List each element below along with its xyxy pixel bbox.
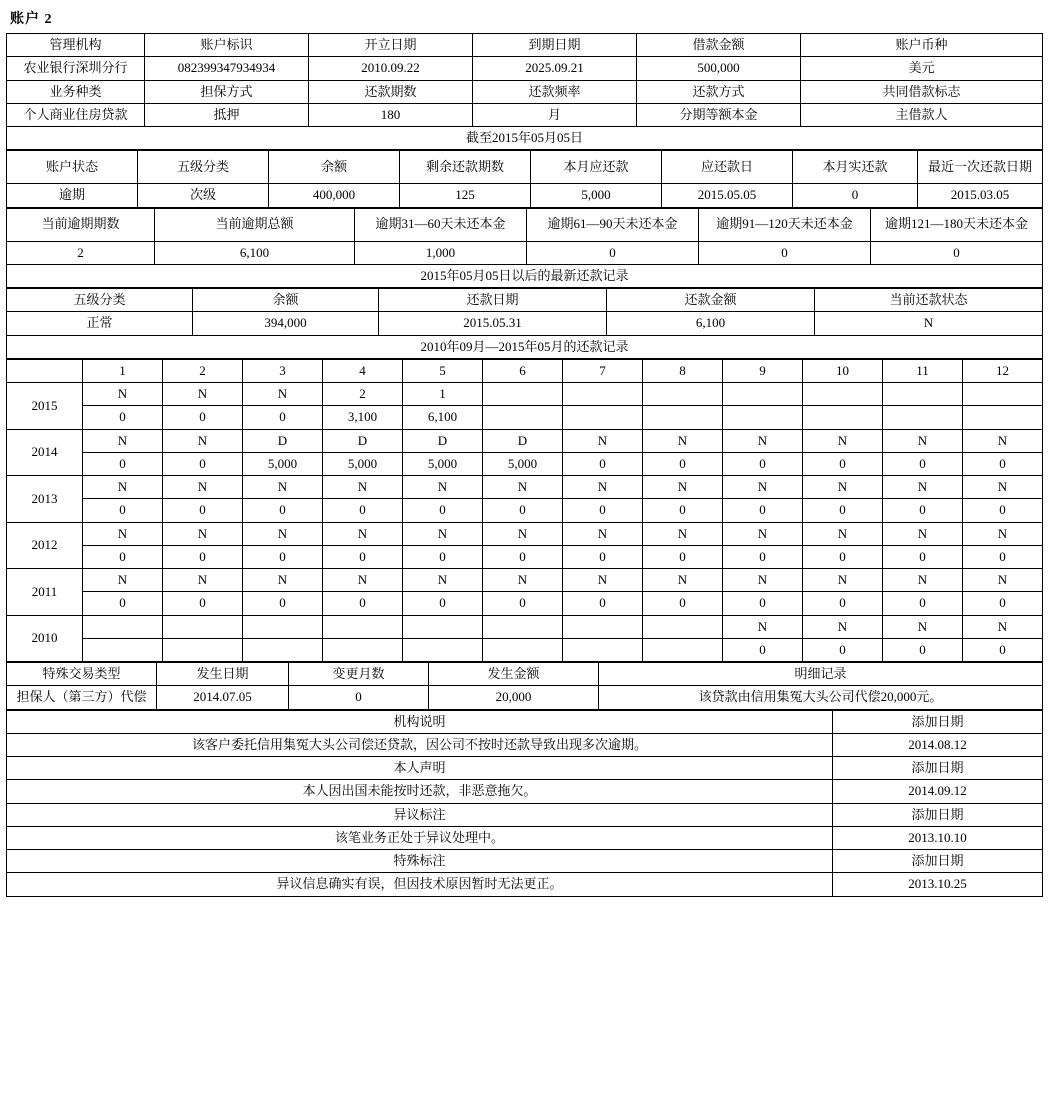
history-status-cell: D	[323, 429, 403, 452]
history-status-cell: N	[643, 476, 723, 499]
history-amount-cell: 0	[83, 545, 163, 568]
history-status-cell: N	[803, 569, 883, 592]
history-status-cell: N	[403, 522, 483, 545]
history-amount-cell: 0	[323, 545, 403, 568]
table-row	[7, 873, 1043, 896]
table-row	[7, 383, 1043, 406]
note-title: 本人声明	[7, 757, 833, 780]
history-status-cell: N	[483, 569, 563, 592]
value-special-tx-months: 0	[289, 686, 429, 709]
history-status-cell: 2	[323, 383, 403, 406]
col-header-latest-repay-status: 当前还款状态	[815, 289, 1043, 312]
history-amount-cell: 5,000	[483, 452, 563, 475]
history-amount-cell: 0	[643, 452, 723, 475]
table-row	[7, 184, 1043, 207]
value-management-org: 农业银行深圳分行	[7, 57, 145, 80]
note-text: 本人因出国未能按时还款，非恶意拖欠。	[7, 780, 833, 803]
history-amount-cell: 0	[243, 499, 323, 522]
table-row	[7, 499, 1043, 522]
history-status-cell: N	[723, 476, 803, 499]
history-status-cell: N	[563, 476, 643, 499]
note-date: 2014.08.12	[833, 733, 1043, 756]
history-amount-cell	[243, 638, 323, 661]
history-status-cell: N	[83, 569, 163, 592]
value-balance: 400,000	[269, 184, 400, 207]
history-amount-cell	[563, 638, 643, 661]
history-status-cell: D	[403, 429, 483, 452]
history-amount-cell	[723, 406, 803, 429]
history-status-cell: N	[803, 522, 883, 545]
history-status-cell: N	[323, 522, 403, 545]
value-repay-frequency: 月	[473, 103, 637, 126]
note-date-label: 添加日期	[833, 710, 1043, 733]
col-header-repay-frequency: 还款频率	[473, 80, 637, 103]
table-row	[7, 710, 1043, 733]
history-status-cell: N	[323, 569, 403, 592]
history-amount-cell: 0	[243, 406, 323, 429]
table-row	[7, 264, 1043, 287]
history-year-label: 2013	[7, 476, 83, 523]
value-guarantee-type: 抵押	[145, 103, 309, 126]
special-transaction-table	[6, 662, 1043, 710]
history-amount-cell: 0	[883, 452, 963, 475]
history-year-label: 2014	[7, 429, 83, 476]
table-row	[7, 151, 1043, 184]
history-status-cell	[483, 615, 563, 638]
history-amount-cell: 0	[243, 592, 323, 615]
history-amount-cell	[803, 406, 883, 429]
history-status-cell	[483, 383, 563, 406]
history-status-cell: N	[163, 522, 243, 545]
history-amount-cell: 0	[803, 592, 883, 615]
history-status-cell	[243, 615, 323, 638]
history-status-cell: N	[163, 476, 243, 499]
history-status-cell: N	[643, 429, 723, 452]
table-row	[7, 103, 1043, 126]
history-status-cell: N	[643, 522, 723, 545]
table-row	[7, 615, 1043, 638]
history-status-cell: N	[563, 429, 643, 452]
col-header-special-tx-detail: 明细记录	[599, 663, 1043, 686]
value-month-paid: 0	[793, 184, 918, 207]
history-amount-cell	[83, 638, 163, 661]
col-header-month-11: 11	[883, 359, 963, 382]
history-amount-cell: 0	[723, 638, 803, 661]
value-account-status: 逾期	[7, 184, 138, 207]
note-title: 机构说明	[7, 710, 833, 733]
page-title: 账户 2	[10, 12, 53, 27]
col-header-due-day: 应还款日	[662, 151, 793, 184]
col-header-month-6: 6	[483, 359, 563, 382]
col-header-guarantee-type: 担保方式	[145, 80, 309, 103]
history-amount-cell: 3,100	[323, 406, 403, 429]
history-status-cell	[883, 383, 963, 406]
history-amount-cell: 6,100	[403, 406, 483, 429]
value-account-id: 082399347934934	[145, 57, 309, 80]
value-repay-periods: 180	[309, 103, 473, 126]
history-status-cell: N	[163, 569, 243, 592]
table-row	[7, 638, 1043, 661]
history-amount-cell: 0	[643, 545, 723, 568]
history-amount-cell	[643, 406, 723, 429]
section-band-asof: 截至2015年05月05日	[7, 127, 1043, 150]
history-amount-cell	[483, 638, 563, 661]
note-title: 异议标注	[7, 803, 833, 826]
value-currency: 美元	[801, 57, 1043, 80]
history-status-cell: N	[963, 429, 1043, 452]
history-status-cell	[643, 383, 723, 406]
table-row	[7, 803, 1043, 826]
table-row	[7, 127, 1043, 150]
history-status-cell: N	[883, 615, 963, 638]
note-text: 异议信息确实有误，但因技术原因暂时无法更正。	[7, 873, 833, 896]
history-status-cell: N	[83, 429, 163, 452]
history-amount-cell: 0	[163, 452, 243, 475]
col-header-special-tx-months: 变更月数	[289, 663, 429, 686]
repayment-history-table	[6, 359, 1043, 662]
col-header-current-overdue-total: 当前逾期总额	[155, 208, 355, 241]
account-detail-table	[6, 33, 1043, 150]
history-amount-cell: 0	[323, 592, 403, 615]
history-status-cell	[83, 615, 163, 638]
history-status-cell	[403, 615, 483, 638]
col-header-current-overdue-periods: 当前逾期期数	[7, 208, 155, 241]
table-row	[7, 686, 1043, 709]
history-amount-cell: 0	[723, 545, 803, 568]
value-due-date: 2025.09.21	[473, 57, 637, 80]
table-row	[7, 522, 1043, 545]
history-amount-cell: 0	[723, 499, 803, 522]
history-status-cell: N	[403, 569, 483, 592]
history-year-label: 2012	[7, 522, 83, 569]
table-row	[7, 80, 1043, 103]
history-status-cell: N	[883, 429, 963, 452]
history-status-cell: N	[723, 569, 803, 592]
table-row	[7, 429, 1043, 452]
history-amount-cell: 0	[963, 638, 1043, 661]
notes-table	[6, 710, 1043, 897]
value-five-class: 次级	[138, 184, 269, 207]
history-corner-cell	[7, 359, 83, 382]
history-amount-cell	[963, 406, 1043, 429]
col-header-latest-repay-date: 还款日期	[379, 289, 607, 312]
table-row	[7, 335, 1043, 358]
value-current-overdue-periods: 2	[7, 241, 155, 264]
history-status-cell: N	[83, 522, 163, 545]
history-amount-cell: 0	[563, 499, 643, 522]
value-special-tx-amount: 20,000	[429, 686, 599, 709]
col-header-balance: 余额	[269, 151, 400, 184]
value-overdue-31-60: 1,000	[355, 241, 527, 264]
col-header-month-9: 9	[723, 359, 803, 382]
col-header-last-repay-date: 最近一次还款日期	[918, 151, 1043, 184]
history-status-cell	[563, 383, 643, 406]
history-amount-cell: 0	[963, 545, 1043, 568]
history-amount-cell: 0	[803, 638, 883, 661]
col-header-latest-repay-amount: 还款金额	[607, 289, 815, 312]
history-amount-cell: 0	[483, 545, 563, 568]
note-date: 2013.10.10	[833, 826, 1043, 849]
table-row	[7, 208, 1043, 241]
history-amount-cell: 0	[803, 499, 883, 522]
history-status-cell: N	[403, 476, 483, 499]
history-amount-cell: 0	[963, 592, 1043, 615]
value-repay-method: 分期等额本金	[637, 103, 801, 126]
value-overdue-121-180: 0	[871, 241, 1043, 264]
table-row	[7, 545, 1043, 568]
history-status-cell: N	[243, 383, 323, 406]
table-row	[7, 241, 1043, 264]
history-amount-cell	[563, 406, 643, 429]
value-current-overdue-total: 6,100	[155, 241, 355, 264]
history-amount-cell: 0	[883, 638, 963, 661]
history-status-cell: N	[803, 429, 883, 452]
col-header-overdue-121-180: 逾期121—180天未还本金	[871, 208, 1043, 241]
history-status-cell: N	[963, 522, 1043, 545]
history-amount-cell: 0	[163, 406, 243, 429]
history-amount-cell: 0	[963, 452, 1043, 475]
table-row	[7, 476, 1043, 499]
history-status-cell	[963, 383, 1043, 406]
col-header-remaining-periods: 剩余还款期数	[400, 151, 531, 184]
history-status-cell	[643, 615, 723, 638]
note-title: 特殊标注	[7, 850, 833, 873]
note-date-label: 添加日期	[833, 850, 1043, 873]
table-row	[7, 312, 1043, 335]
history-status-cell: N	[563, 522, 643, 545]
value-latest-repay-amount: 6,100	[607, 312, 815, 335]
col-header-special-tx-date: 发生日期	[157, 663, 289, 686]
history-amount-cell: 0	[83, 499, 163, 522]
history-status-cell: N	[643, 569, 723, 592]
history-status-cell	[323, 615, 403, 638]
history-status-cell: N	[963, 615, 1043, 638]
col-header-month-4: 4	[323, 359, 403, 382]
value-overdue-61-90: 0	[527, 241, 699, 264]
value-latest-balance: 394,000	[193, 312, 379, 335]
history-amount-cell: 0	[723, 452, 803, 475]
history-status-cell: D	[243, 429, 323, 452]
col-header-overdue-31-60: 逾期31—60天未还本金	[355, 208, 527, 241]
col-header-month-due: 本月应还款	[531, 151, 662, 184]
note-date: 2014.09.12	[833, 780, 1043, 803]
history-status-cell: N	[883, 476, 963, 499]
history-status-cell: N	[243, 569, 323, 592]
history-status-cell: N	[803, 615, 883, 638]
history-status-cell	[723, 383, 803, 406]
history-status-cell	[803, 383, 883, 406]
table-row	[7, 569, 1043, 592]
history-year-label: 2015	[7, 383, 83, 430]
history-status-cell	[563, 615, 643, 638]
col-header-business-type: 业务种类	[7, 80, 145, 103]
history-status-cell: N	[163, 429, 243, 452]
col-header-month-10: 10	[803, 359, 883, 382]
overdue-table	[6, 208, 1043, 289]
history-amount-cell: 0	[163, 499, 243, 522]
table-row	[7, 289, 1043, 312]
history-status-cell: N	[963, 476, 1043, 499]
table-row	[7, 592, 1043, 615]
value-loan-amount: 500,000	[637, 57, 801, 80]
section-band-latest: 2015年05月05日以后的最新还款记录	[7, 264, 1043, 287]
history-status-cell: N	[883, 522, 963, 545]
history-amount-cell	[323, 638, 403, 661]
col-header-month-12: 12	[963, 359, 1043, 382]
value-special-tx-date: 2014.07.05	[157, 686, 289, 709]
history-amount-cell: 0	[563, 452, 643, 475]
history-amount-cell: 5,000	[323, 452, 403, 475]
table-row	[7, 406, 1043, 429]
col-header-account-status: 账户状态	[7, 151, 138, 184]
col-header-management-org: 管理机构	[7, 34, 145, 57]
col-header-month-7: 7	[563, 359, 643, 382]
section-band-history: 2010年09月—2015年05月的还款记录	[7, 335, 1043, 358]
col-header-account-id: 账户标识	[145, 34, 309, 57]
history-amount-cell: 5,000	[243, 452, 323, 475]
history-status-cell	[163, 615, 243, 638]
col-header-month-3: 3	[243, 359, 323, 382]
latest-repayment-table	[6, 288, 1043, 359]
value-last-repay-date: 2015.03.05	[918, 184, 1043, 207]
value-co-borrower-flag: 主借款人	[801, 103, 1043, 126]
table-row	[7, 452, 1043, 475]
table-row	[7, 826, 1043, 849]
value-overdue-91-120: 0	[699, 241, 871, 264]
col-header-month-2: 2	[163, 359, 243, 382]
col-header-loan-amount: 借款金额	[637, 34, 801, 57]
col-header-open-date: 开立日期	[309, 34, 473, 57]
history-amount-cell: 0	[963, 499, 1043, 522]
value-month-due: 5,000	[531, 184, 662, 207]
history-amount-cell: 0	[563, 545, 643, 568]
history-amount-cell: 0	[83, 406, 163, 429]
history-amount-cell: 0	[323, 499, 403, 522]
value-remaining-periods: 125	[400, 184, 531, 207]
col-header-latest-five-class: 五级分类	[7, 289, 193, 312]
col-header-repay-periods: 还款期数	[309, 80, 473, 103]
history-status-cell: N	[963, 569, 1043, 592]
value-due-day: 2015.05.05	[662, 184, 793, 207]
history-year-label: 2010	[7, 615, 83, 662]
history-amount-cell: 0	[803, 452, 883, 475]
value-latest-five-class: 正常	[7, 312, 193, 335]
note-text: 该客户委托信用集冤大头公司偿还贷款，因公司不按时还款导致出现多次逾期。	[7, 733, 833, 756]
history-status-cell: N	[723, 615, 803, 638]
history-amount-cell: 0	[483, 592, 563, 615]
col-header-latest-balance: 余额	[193, 289, 379, 312]
table-row	[7, 780, 1043, 803]
history-amount-cell: 0	[243, 545, 323, 568]
history-status-cell: N	[723, 429, 803, 452]
history-amount-cell	[163, 638, 243, 661]
history-status-cell: N	[563, 569, 643, 592]
note-date-label: 添加日期	[833, 803, 1043, 826]
history-amount-cell	[403, 638, 483, 661]
history-status-cell: N	[83, 476, 163, 499]
history-status-cell: N	[163, 383, 243, 406]
history-amount-cell: 0	[883, 545, 963, 568]
table-row	[7, 850, 1043, 873]
history-amount-cell: 0	[483, 499, 563, 522]
history-amount-cell: 0	[883, 499, 963, 522]
history-amount-cell	[883, 406, 963, 429]
history-amount-cell: 5,000	[403, 452, 483, 475]
value-latest-repay-status: N	[815, 312, 1043, 335]
table-row	[7, 757, 1043, 780]
history-year-label: 2011	[7, 569, 83, 616]
note-text: 该笔业务正处于异议处理中。	[7, 826, 833, 849]
value-latest-repay-date: 2015.05.31	[379, 312, 607, 335]
history-amount-cell: 0	[403, 592, 483, 615]
table-row	[7, 359, 1043, 382]
col-header-due-date: 到期日期	[473, 34, 637, 57]
table-row	[7, 34, 1043, 57]
col-header-overdue-61-90: 逾期61—90天未还本金	[527, 208, 699, 241]
value-special-tx-detail: 该贷款由信用集冤大头公司代偿20,000元。	[599, 686, 1043, 709]
history-amount-cell: 0	[403, 499, 483, 522]
col-header-five-class: 五级分类	[138, 151, 269, 184]
col-header-month-1: 1	[83, 359, 163, 382]
history-status-cell: N	[723, 522, 803, 545]
history-status-cell: N	[83, 383, 163, 406]
history-status-cell: N	[483, 476, 563, 499]
value-special-tx-type: 担保人（第三方）代偿	[7, 686, 157, 709]
col-header-special-tx-amount: 发生金额	[429, 663, 599, 686]
history-amount-cell: 0	[163, 545, 243, 568]
history-status-cell: D	[483, 429, 563, 452]
note-date-label: 添加日期	[833, 757, 1043, 780]
history-amount-cell: 0	[803, 545, 883, 568]
history-amount-cell: 0	[723, 592, 803, 615]
history-amount-cell: 0	[163, 592, 243, 615]
history-status-cell: 1	[403, 383, 483, 406]
history-status-cell: N	[803, 476, 883, 499]
col-header-overdue-91-120: 逾期91—120天未还本金	[699, 208, 871, 241]
value-open-date: 2010.09.22	[309, 57, 473, 80]
history-amount-cell	[643, 638, 723, 661]
col-header-month-8: 8	[643, 359, 723, 382]
value-business-type: 个人商业住房贷款	[7, 103, 145, 126]
history-status-cell: N	[323, 476, 403, 499]
col-header-month-paid: 本月实还款	[793, 151, 918, 184]
note-date: 2013.10.25	[833, 873, 1043, 896]
status-table	[6, 150, 1043, 207]
col-header-currency: 账户币种	[801, 34, 1043, 57]
history-amount-cell: 0	[643, 592, 723, 615]
table-row	[7, 663, 1043, 686]
col-header-repay-method: 还款方式	[637, 80, 801, 103]
history-status-cell: N	[483, 522, 563, 545]
history-amount-cell: 0	[643, 499, 723, 522]
history-status-cell: N	[883, 569, 963, 592]
col-header-month-5: 5	[403, 359, 483, 382]
history-status-cell: N	[243, 476, 323, 499]
table-row	[7, 57, 1043, 80]
col-header-co-borrower-flag: 共同借款标志	[801, 80, 1043, 103]
history-amount-cell	[483, 406, 563, 429]
history-amount-cell: 0	[83, 452, 163, 475]
history-amount-cell: 0	[563, 592, 643, 615]
table-row	[7, 733, 1043, 756]
history-status-cell: N	[243, 522, 323, 545]
col-header-special-tx-type: 特殊交易类型	[7, 663, 157, 686]
history-amount-cell: 0	[83, 592, 163, 615]
history-amount-cell: 0	[403, 545, 483, 568]
history-amount-cell: 0	[883, 592, 963, 615]
